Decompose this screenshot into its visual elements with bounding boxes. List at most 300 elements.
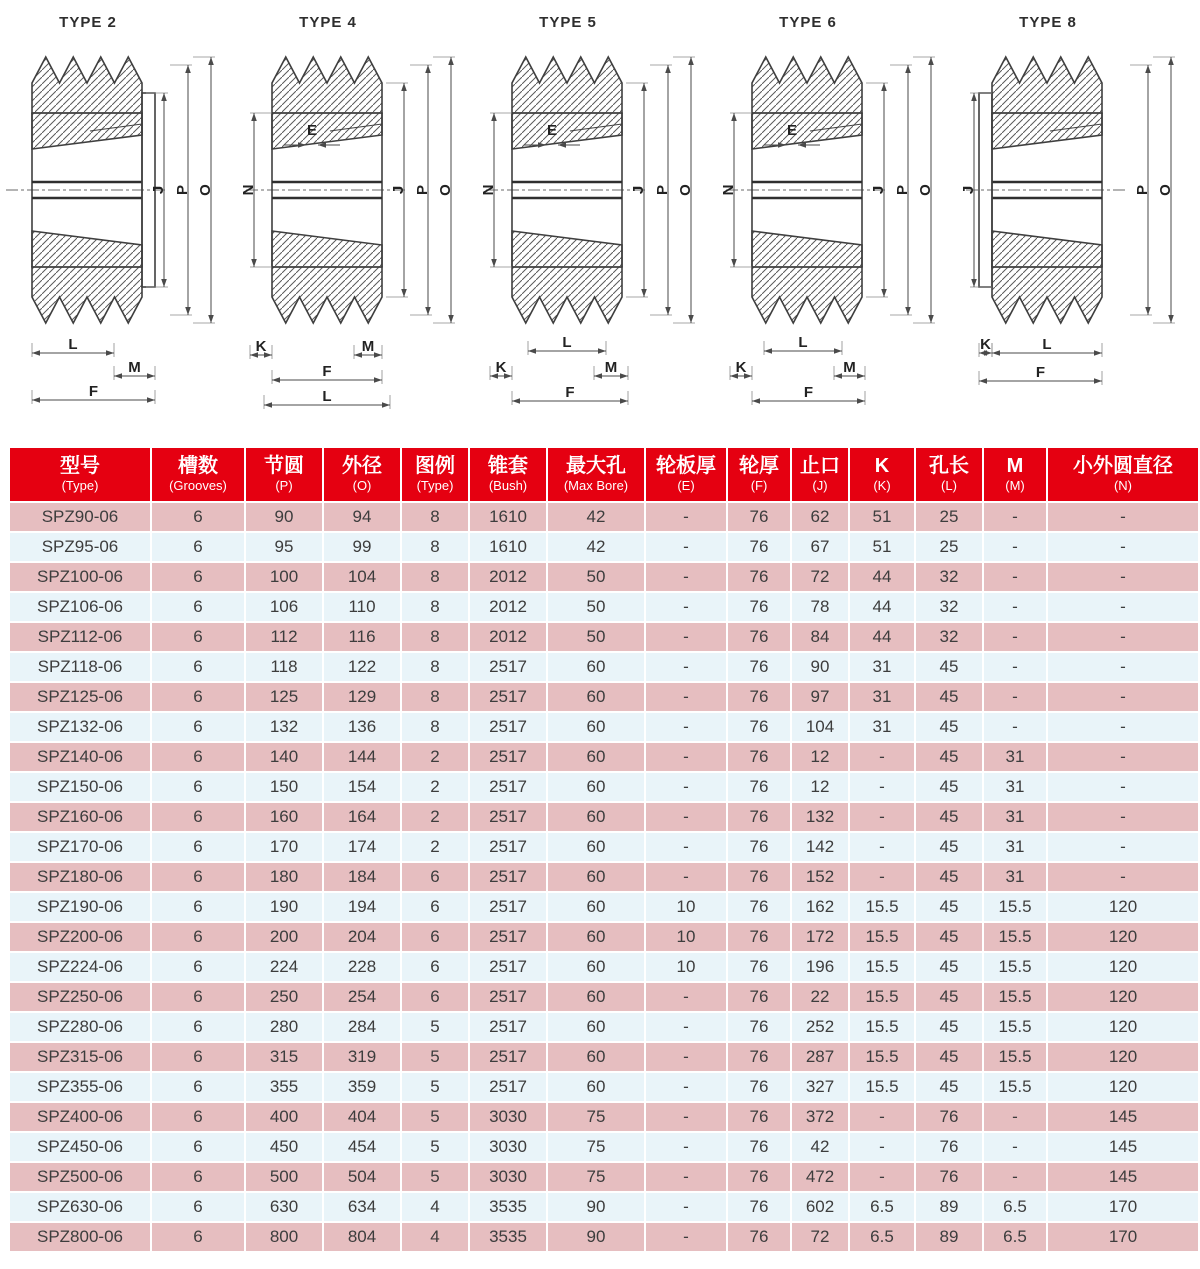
model-cell: SPZ180-06 — [10, 863, 150, 891]
value-cell: 32 — [916, 563, 982, 591]
column-header-zh: 图例 — [415, 455, 455, 477]
svg-text:O: O — [1157, 184, 1174, 196]
value-cell: 51 — [850, 533, 914, 561]
table-row — [10, 1163, 1198, 1191]
value-cell: 45 — [916, 743, 982, 771]
value-cell: 15.5 — [850, 1043, 914, 1071]
model-cell: SPZ90-06 — [10, 503, 150, 531]
value-cell: - — [850, 1103, 914, 1131]
value-cell: - — [646, 533, 726, 561]
value-cell: 150 — [246, 773, 322, 801]
value-cell: - — [850, 773, 914, 801]
value-cell: 78 — [792, 593, 848, 621]
value-cell: 15.5 — [850, 953, 914, 981]
value-cell: 25 — [916, 503, 982, 531]
value-cell: 15.5 — [984, 923, 1046, 951]
value-cell: - — [850, 1163, 914, 1191]
svg-text:P: P — [174, 184, 191, 196]
svg-text:E: E — [306, 122, 318, 139]
value-cell: 2517 — [470, 1013, 546, 1041]
value-cell: 15.5 — [984, 1043, 1046, 1071]
value-cell: 162 — [792, 893, 848, 921]
value-cell: 15.5 — [850, 923, 914, 951]
value-cell: 72 — [792, 1223, 848, 1251]
column-header — [10, 448, 150, 501]
value-cell: - — [1048, 593, 1198, 621]
value-cell: 204 — [324, 923, 400, 951]
value-cell: 315 — [246, 1043, 322, 1071]
svg-text:O: O — [917, 184, 934, 196]
value-cell: 284 — [324, 1013, 400, 1041]
value-cell: 60 — [548, 923, 644, 951]
value-cell: 118 — [246, 653, 322, 681]
pulley-drawing-type6 — [720, 6, 960, 446]
value-cell: 45 — [916, 773, 982, 801]
value-cell: 84 — [792, 623, 848, 651]
svg-text:F: F — [565, 384, 575, 401]
value-cell: 5 — [402, 1013, 468, 1041]
model-cell: SPZ170-06 — [10, 833, 150, 861]
value-cell: 31 — [850, 713, 914, 741]
value-cell: 76 — [728, 983, 790, 1011]
value-cell: 45 — [916, 653, 982, 681]
value-cell: 60 — [548, 1013, 644, 1041]
pulley-cross-section-svg — [240, 34, 480, 436]
value-cell: 60 — [548, 653, 644, 681]
pulley-drawing-type5 — [480, 6, 720, 446]
value-cell: 2517 — [470, 1073, 546, 1101]
value-cell: 6.5 — [984, 1193, 1046, 1221]
value-cell: 6 — [402, 863, 468, 891]
value-cell: - — [646, 503, 726, 531]
value-cell: - — [646, 623, 726, 651]
value-cell: 6.5 — [984, 1223, 1046, 1251]
svg-text:J: J — [390, 185, 407, 195]
svg-text:N: N — [480, 184, 497, 196]
value-cell: 1610 — [470, 503, 546, 531]
column-header — [1048, 448, 1198, 501]
value-cell: 60 — [548, 983, 644, 1011]
column-header-zh: K — [874, 455, 890, 477]
value-cell: 355 — [246, 1073, 322, 1101]
value-cell: 12 — [792, 773, 848, 801]
svg-text:N: N — [720, 184, 737, 196]
value-cell: 122 — [324, 653, 400, 681]
value-cell: 120 — [1048, 1043, 1198, 1071]
value-cell: 76 — [728, 743, 790, 771]
value-cell: 50 — [548, 623, 644, 651]
drawing-title: TYPE 2 — [59, 14, 117, 31]
value-cell: 6.5 — [850, 1223, 914, 1251]
svg-text:P: P — [414, 184, 431, 196]
value-cell: 94 — [324, 503, 400, 531]
value-cell: 90 — [548, 1193, 644, 1221]
value-cell: 95 — [246, 533, 322, 561]
value-cell: 8 — [402, 653, 468, 681]
value-cell: 76 — [728, 1193, 790, 1221]
value-cell: 2517 — [470, 923, 546, 951]
value-cell: - — [984, 563, 1046, 591]
value-cell: 6 — [152, 1223, 244, 1251]
value-cell: 4 — [402, 1223, 468, 1251]
value-cell: 174 — [324, 833, 400, 861]
table-row — [10, 803, 1198, 831]
model-cell: SPZ800-06 — [10, 1223, 150, 1251]
value-cell: 42 — [548, 533, 644, 561]
value-cell: 31 — [850, 653, 914, 681]
table-row — [10, 593, 1198, 621]
value-cell: 6 — [152, 1163, 244, 1191]
value-cell: 76 — [916, 1163, 982, 1191]
value-cell: 31 — [984, 833, 1046, 861]
value-cell: - — [1048, 653, 1198, 681]
value-cell: - — [984, 593, 1046, 621]
value-cell: - — [646, 983, 726, 1011]
value-cell: 2517 — [470, 953, 546, 981]
value-cell: 10 — [646, 953, 726, 981]
value-cell: 3535 — [470, 1193, 546, 1221]
value-cell: 2517 — [470, 653, 546, 681]
value-cell: 228 — [324, 953, 400, 981]
value-cell: - — [646, 743, 726, 771]
value-cell: - — [646, 803, 726, 831]
svg-text:E: E — [786, 122, 798, 139]
value-cell: 6 — [152, 983, 244, 1011]
value-cell: 76 — [728, 533, 790, 561]
drawing-title: TYPE 6 — [779, 14, 837, 31]
value-cell: 6 — [152, 1043, 244, 1071]
value-cell: 31 — [984, 863, 1046, 891]
value-cell: 15.5 — [984, 983, 1046, 1011]
column-header-zh: 外径 — [342, 455, 382, 477]
model-cell: SPZ315-06 — [10, 1043, 150, 1071]
value-cell: 287 — [792, 1043, 848, 1071]
model-cell: SPZ250-06 — [10, 983, 150, 1011]
value-cell: 144 — [324, 743, 400, 771]
value-cell: 44 — [850, 563, 914, 591]
value-cell: - — [1048, 683, 1198, 711]
table-row — [10, 983, 1198, 1011]
column-header — [324, 448, 400, 501]
value-cell: 60 — [548, 1073, 644, 1101]
value-cell: - — [646, 713, 726, 741]
svg-text:K: K — [255, 338, 267, 355]
value-cell: 2517 — [470, 803, 546, 831]
column-header-en: (F) — [750, 478, 768, 493]
value-cell: 8 — [402, 593, 468, 621]
value-cell: 31 — [984, 773, 1046, 801]
table-row — [10, 503, 1198, 531]
value-cell: 45 — [916, 1013, 982, 1041]
value-cell: 32 — [916, 593, 982, 621]
table-row — [10, 1073, 1198, 1101]
value-cell: 90 — [792, 653, 848, 681]
value-cell: 60 — [548, 803, 644, 831]
model-cell: SPZ106-06 — [10, 593, 150, 621]
column-header-zh: 节圆 — [264, 455, 304, 477]
value-cell: 62 — [792, 503, 848, 531]
svg-text:J: J — [150, 185, 167, 195]
table-row — [10, 863, 1198, 891]
value-cell: - — [850, 1133, 914, 1161]
table-row — [10, 653, 1198, 681]
drawing-title: TYPE 8 — [1019, 14, 1077, 31]
value-cell: 8 — [402, 533, 468, 561]
value-cell: 45 — [916, 893, 982, 921]
value-cell: - — [1048, 533, 1198, 561]
value-cell: 132 — [792, 803, 848, 831]
value-cell: 6.5 — [850, 1193, 914, 1221]
column-header-en: (L) — [941, 478, 957, 493]
value-cell: - — [1048, 743, 1198, 771]
value-cell: 6 — [152, 1103, 244, 1131]
value-cell: 6 — [152, 1073, 244, 1101]
value-cell: - — [1048, 773, 1198, 801]
model-cell: SPZ190-06 — [10, 893, 150, 921]
column-header-en: (Bush) — [488, 478, 528, 493]
value-cell: - — [646, 653, 726, 681]
value-cell: 359 — [324, 1073, 400, 1101]
table-row — [10, 773, 1198, 801]
model-cell: SPZ132-06 — [10, 713, 150, 741]
column-header-zh: 型号 — [60, 455, 100, 477]
svg-text:P: P — [894, 184, 911, 196]
model-cell: SPZ224-06 — [10, 953, 150, 981]
pulley-cross-section-svg — [720, 34, 960, 436]
column-header-zh: M — [1006, 455, 1024, 477]
table-row — [10, 563, 1198, 591]
value-cell: 6 — [152, 743, 244, 771]
value-cell: - — [984, 683, 1046, 711]
value-cell: 404 — [324, 1103, 400, 1131]
value-cell: 472 — [792, 1163, 848, 1191]
value-cell: 10 — [646, 923, 726, 951]
value-cell: 50 — [548, 593, 644, 621]
table-row — [10, 1223, 1198, 1251]
value-cell: 2012 — [470, 563, 546, 591]
value-cell: 89 — [916, 1223, 982, 1251]
model-cell: SPZ280-06 — [10, 1013, 150, 1041]
column-header-en: (Grooves) — [169, 478, 227, 493]
column-header-en: (M) — [1005, 478, 1025, 493]
value-cell: 106 — [246, 593, 322, 621]
value-cell: 60 — [548, 893, 644, 921]
value-cell: - — [646, 1193, 726, 1221]
svg-text:O: O — [437, 184, 454, 196]
svg-text:O: O — [197, 184, 214, 196]
value-cell: 190 — [246, 893, 322, 921]
value-cell: 6 — [402, 893, 468, 921]
value-cell: - — [646, 833, 726, 861]
column-header-zh: 轮板厚 — [656, 455, 716, 477]
value-cell: 90 — [548, 1223, 644, 1251]
value-cell: 120 — [1048, 983, 1198, 1011]
value-cell: 280 — [246, 1013, 322, 1041]
value-cell: 5 — [402, 1043, 468, 1071]
svg-text:J: J — [630, 185, 647, 195]
value-cell: 15.5 — [850, 1013, 914, 1041]
svg-text:F: F — [1035, 364, 1046, 381]
value-cell: 170 — [1048, 1223, 1198, 1251]
value-cell: 120 — [1048, 893, 1198, 921]
column-header — [152, 448, 244, 501]
model-cell: SPZ160-06 — [10, 803, 150, 831]
value-cell: - — [984, 1103, 1046, 1131]
value-cell: 454 — [324, 1133, 400, 1161]
value-cell: 2 — [402, 743, 468, 771]
value-cell: - — [984, 533, 1046, 561]
value-cell: 60 — [548, 863, 644, 891]
model-cell: SPZ125-06 — [10, 683, 150, 711]
value-cell: 76 — [916, 1133, 982, 1161]
value-cell: 60 — [548, 953, 644, 981]
value-cell: 160 — [246, 803, 322, 831]
value-cell: 76 — [728, 893, 790, 921]
value-cell: 6 — [152, 653, 244, 681]
value-cell: 6 — [152, 1193, 244, 1221]
value-cell: - — [850, 803, 914, 831]
column-header-zh: 槽数 — [178, 455, 218, 477]
svg-text:F: F — [322, 363, 332, 380]
value-cell: 2517 — [470, 683, 546, 711]
value-cell: 630 — [246, 1193, 322, 1221]
value-cell: 1610 — [470, 533, 546, 561]
value-cell: 172 — [792, 923, 848, 951]
value-cell: 170 — [246, 833, 322, 861]
value-cell: 76 — [728, 803, 790, 831]
model-cell: SPZ355-06 — [10, 1073, 150, 1101]
value-cell: 120 — [1048, 923, 1198, 951]
value-cell: - — [1048, 833, 1198, 861]
column-header-en: (E) — [677, 478, 695, 493]
value-cell: 76 — [728, 1103, 790, 1131]
value-cell: 76 — [728, 593, 790, 621]
value-cell: 45 — [916, 713, 982, 741]
value-cell: 15.5 — [850, 1073, 914, 1101]
value-cell: 104 — [324, 563, 400, 591]
value-cell: 97 — [792, 683, 848, 711]
table-row — [10, 683, 1198, 711]
value-cell: 2517 — [470, 833, 546, 861]
value-cell: 2517 — [470, 983, 546, 1011]
value-cell: - — [646, 1043, 726, 1071]
value-cell: 145 — [1048, 1163, 1198, 1191]
value-cell: 10 — [646, 893, 726, 921]
value-cell: - — [984, 1163, 1046, 1191]
value-cell: 45 — [916, 803, 982, 831]
model-cell: SPZ118-06 — [10, 653, 150, 681]
value-cell: 180 — [246, 863, 322, 891]
column-header-zh: 小外圆直径 — [1073, 455, 1173, 477]
value-cell: 120 — [1048, 1073, 1198, 1101]
svg-text:M: M — [361, 338, 375, 355]
value-cell: 5 — [402, 1073, 468, 1101]
value-cell: 99 — [324, 533, 400, 561]
pulley-cross-section-svg — [0, 34, 240, 436]
model-cell: SPZ95-06 — [10, 533, 150, 561]
value-cell: - — [1048, 503, 1198, 531]
value-cell: 67 — [792, 533, 848, 561]
value-cell: 76 — [728, 1133, 790, 1161]
value-cell: 6 — [152, 593, 244, 621]
value-cell: 112 — [246, 623, 322, 651]
value-cell: 104 — [792, 713, 848, 741]
value-cell: 5 — [402, 1163, 468, 1191]
value-cell: 76 — [728, 1073, 790, 1101]
value-cell: 31 — [984, 803, 1046, 831]
value-cell: 45 — [916, 983, 982, 1011]
value-cell: 76 — [728, 653, 790, 681]
table-row — [10, 833, 1198, 861]
value-cell: 2517 — [470, 713, 546, 741]
table-row — [10, 893, 1198, 921]
value-cell: 2517 — [470, 773, 546, 801]
value-cell: 327 — [792, 1073, 848, 1101]
value-cell: 76 — [728, 563, 790, 591]
value-cell: - — [1048, 623, 1198, 651]
value-cell: 164 — [324, 803, 400, 831]
value-cell: 60 — [548, 743, 644, 771]
value-cell: - — [984, 503, 1046, 531]
value-cell: 450 — [246, 1133, 322, 1161]
value-cell: 45 — [916, 1073, 982, 1101]
value-cell: 6 — [152, 803, 244, 831]
value-cell: 3030 — [470, 1133, 546, 1161]
value-cell: - — [1048, 863, 1198, 891]
value-cell: 2517 — [470, 743, 546, 771]
value-cell: 75 — [548, 1103, 644, 1131]
value-cell: 60 — [548, 713, 644, 741]
value-cell: 154 — [324, 773, 400, 801]
value-cell: 6 — [152, 893, 244, 921]
value-cell: 142 — [792, 833, 848, 861]
value-cell: 76 — [728, 833, 790, 861]
column-header-zh: 止口 — [800, 455, 840, 477]
pulley-cross-section-svg — [960, 34, 1200, 436]
value-cell: 2 — [402, 773, 468, 801]
value-cell: 252 — [792, 1013, 848, 1041]
value-cell: 45 — [916, 1043, 982, 1071]
value-cell: 145 — [1048, 1133, 1198, 1161]
value-cell: 8 — [402, 683, 468, 711]
column-header-en: (N) — [1113, 478, 1133, 493]
drawing-title: TYPE 5 — [539, 14, 597, 31]
value-cell: 15.5 — [984, 1013, 1046, 1041]
value-cell: 42 — [792, 1133, 848, 1161]
svg-text:M: M — [128, 359, 141, 376]
value-cell: 224 — [246, 953, 322, 981]
value-cell: 76 — [728, 1163, 790, 1191]
value-cell: 25 — [916, 533, 982, 561]
value-cell: 500 — [246, 1163, 322, 1191]
value-cell: 60 — [548, 773, 644, 801]
spec-table-body — [10, 503, 1198, 1251]
value-cell: 75 — [548, 1133, 644, 1161]
svg-text:K: K — [495, 359, 507, 376]
svg-text:K: K — [980, 336, 991, 353]
value-cell: - — [850, 863, 914, 891]
value-cell: 89 — [916, 1193, 982, 1221]
value-cell: - — [646, 1163, 726, 1191]
value-cell: 45 — [916, 833, 982, 861]
value-cell: 6 — [152, 833, 244, 861]
value-cell: - — [984, 713, 1046, 741]
value-cell: - — [850, 743, 914, 771]
table-row — [10, 1133, 1198, 1161]
column-header-en: (J) — [812, 478, 828, 493]
value-cell: 44 — [850, 593, 914, 621]
value-cell: 5 — [402, 1133, 468, 1161]
